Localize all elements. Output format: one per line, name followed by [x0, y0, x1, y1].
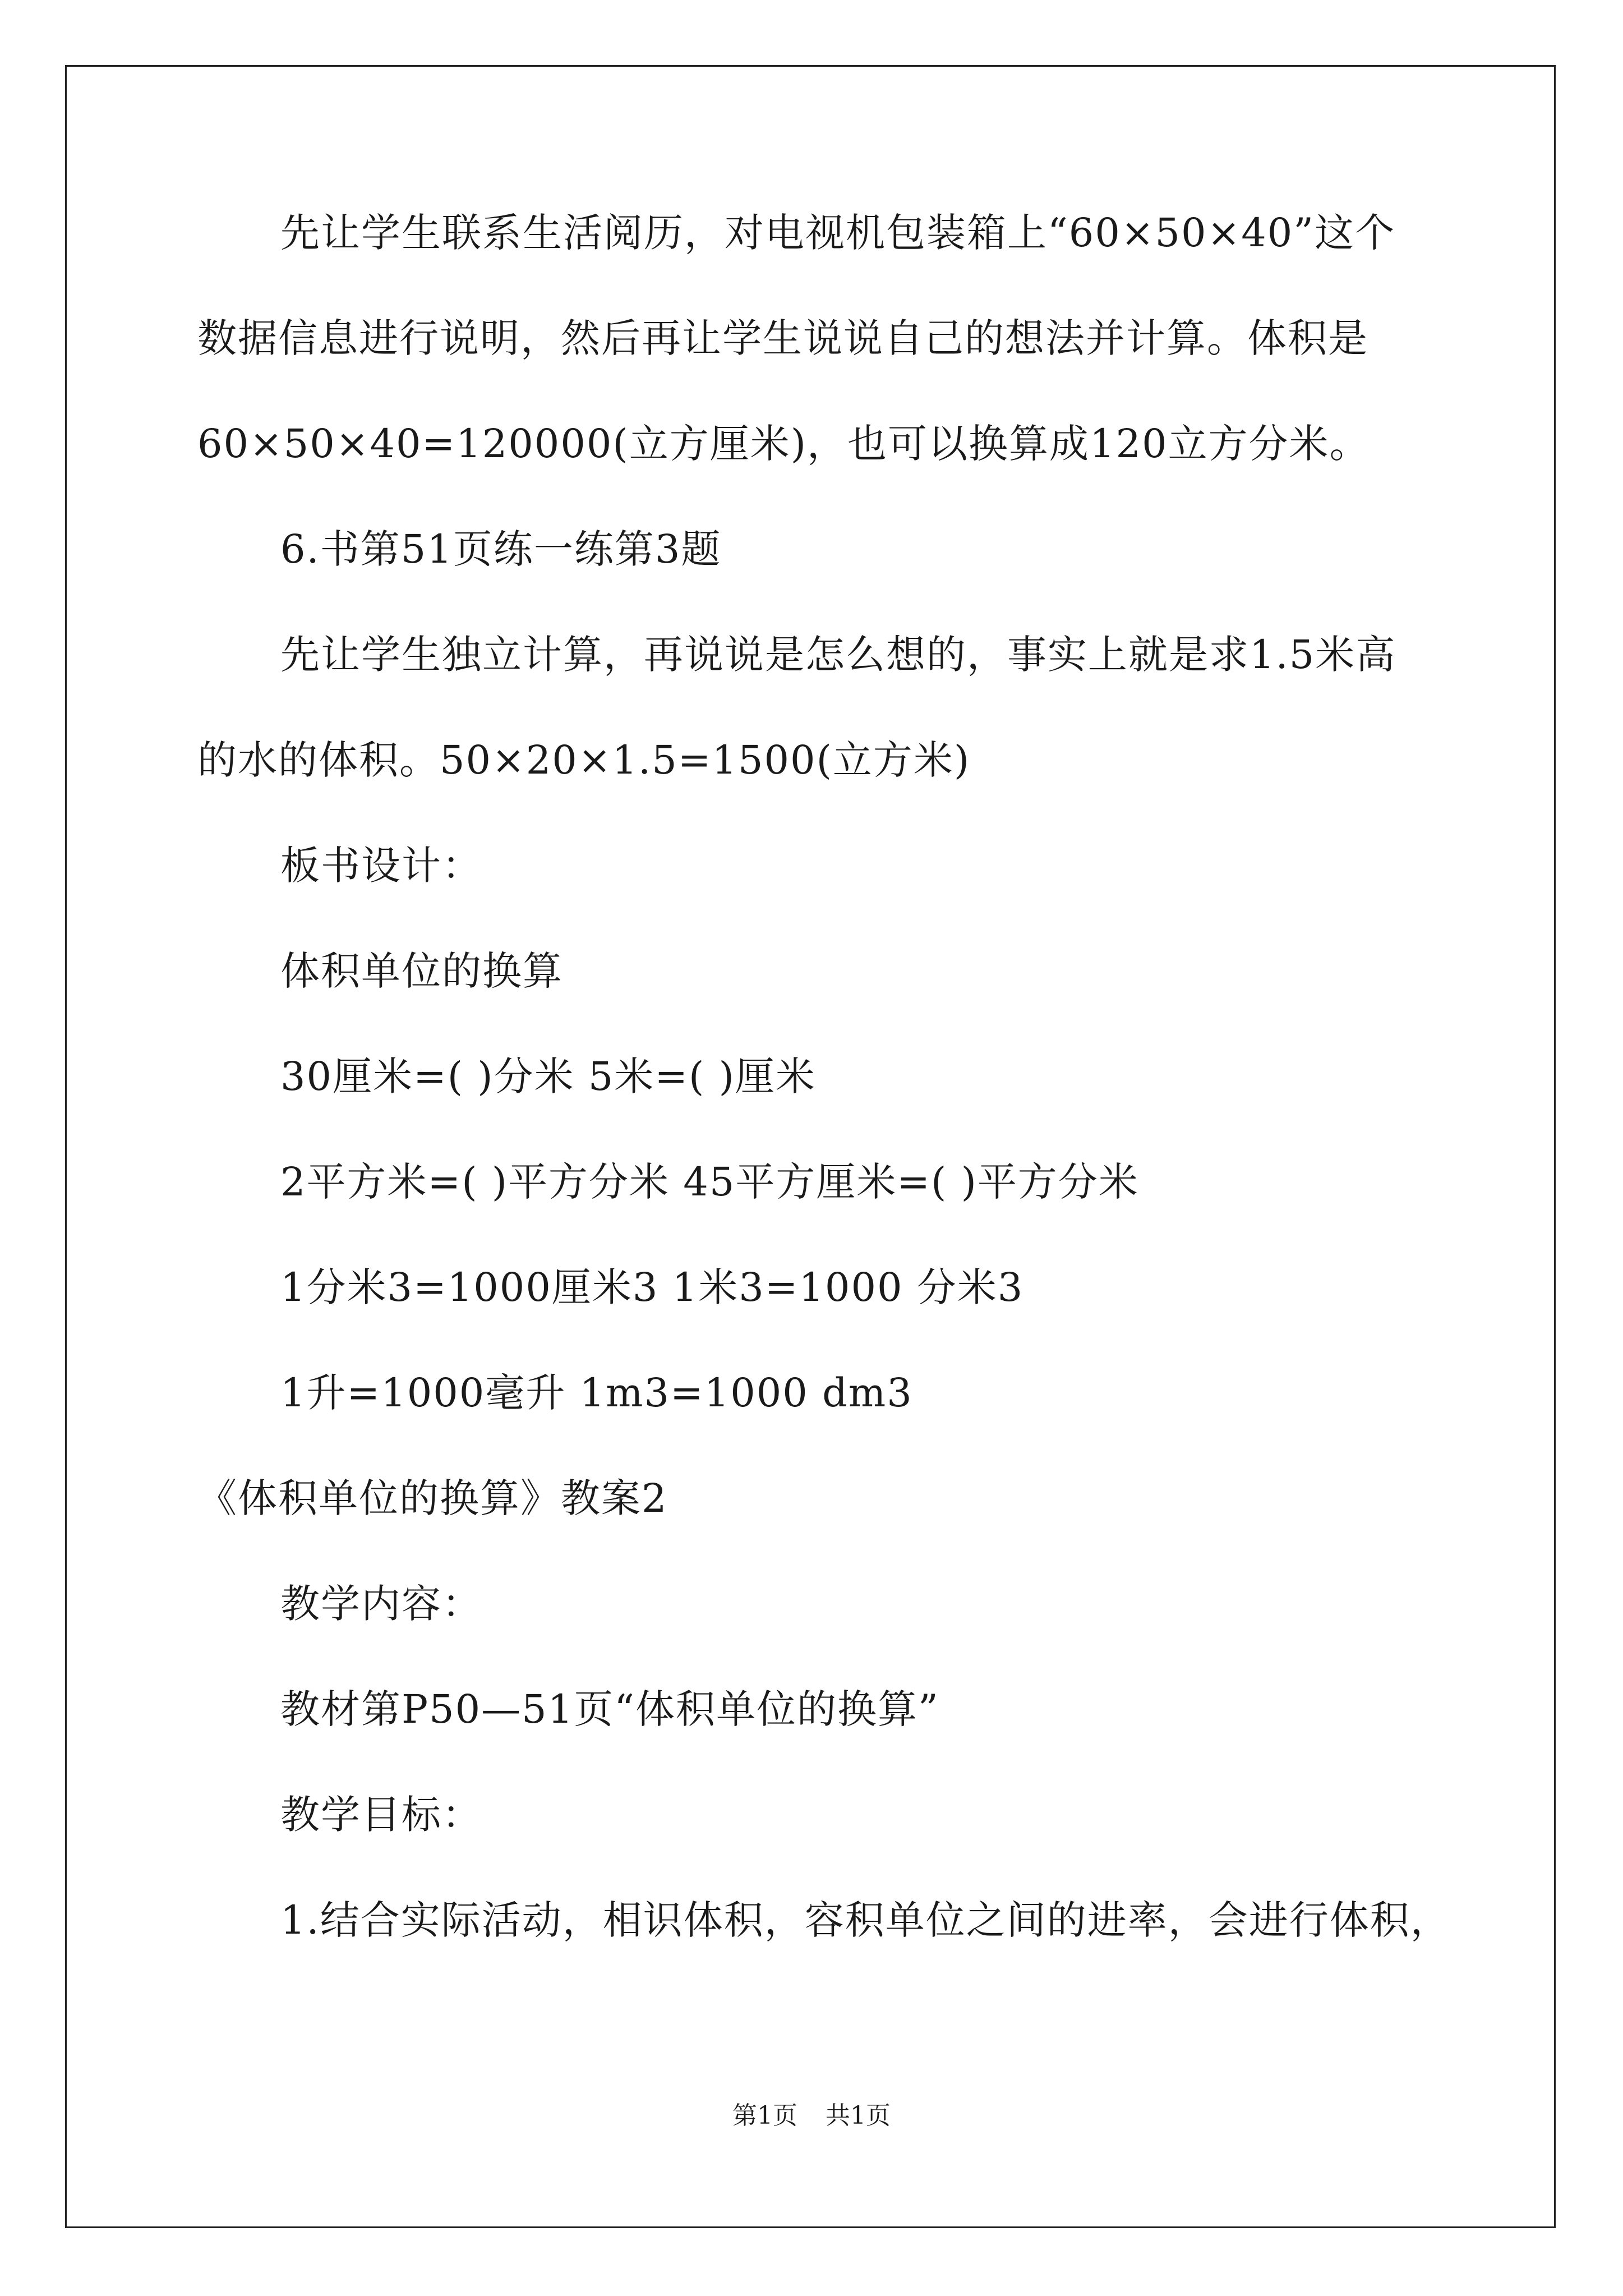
paragraph-line: 60×50×40=120000(立方厘米)，也可以换算成120立方分米。	[197, 421, 1370, 467]
paragraph-line: 2平方米=( )平方分米 45平方厘米=( )平方分米	[280, 1159, 1139, 1205]
section-heading: 教学内容：	[280, 1581, 482, 1627]
page-total: 共1页	[826, 2101, 891, 2130]
paragraph-line: 的水的体积。50×20×1.5=1500(立方米)	[197, 737, 971, 783]
paragraph-line: 体积单位的换算	[280, 948, 563, 994]
page-footer	[0, 2099, 1623, 2133]
document-title: 《体积单位的换算》教案2	[197, 1475, 668, 1521]
page-number: 第1页	[732, 2101, 797, 2130]
paragraph-line: 数据信息进行说明，然后再让学生说说自己的想法并计算。体积是	[197, 315, 1368, 361]
paragraph-line: 6.书第51页练一练第3题	[280, 526, 722, 572]
paragraph-line: 1.结合实际活动，相识体积，容积单位之间的进率，会进行体积，	[280, 1897, 1451, 1943]
section-heading: 板书设计：	[280, 843, 482, 889]
paragraph-line: 30厘米=( )分米 5米=( )厘米	[280, 1053, 816, 1099]
section-heading: 教学目标：	[280, 1792, 482, 1838]
paragraph-line: 1分米3=1000厘米3 1米3=1000 分米3	[280, 1264, 1024, 1310]
paragraph-line: 1升=1000毫升 1m3=1000 dm3	[280, 1370, 913, 1416]
paragraph-line: 先让学生联系生活阅历，对电视机包装箱上“60×50×40”这个	[280, 210, 1396, 256]
paragraph-line: 先让学生独立计算，再说说是怎么想的，事实上就是求1.5米高	[280, 632, 1396, 678]
paragraph-line: 教材第P50—51页“体积单位的换算”	[280, 1686, 939, 1732]
